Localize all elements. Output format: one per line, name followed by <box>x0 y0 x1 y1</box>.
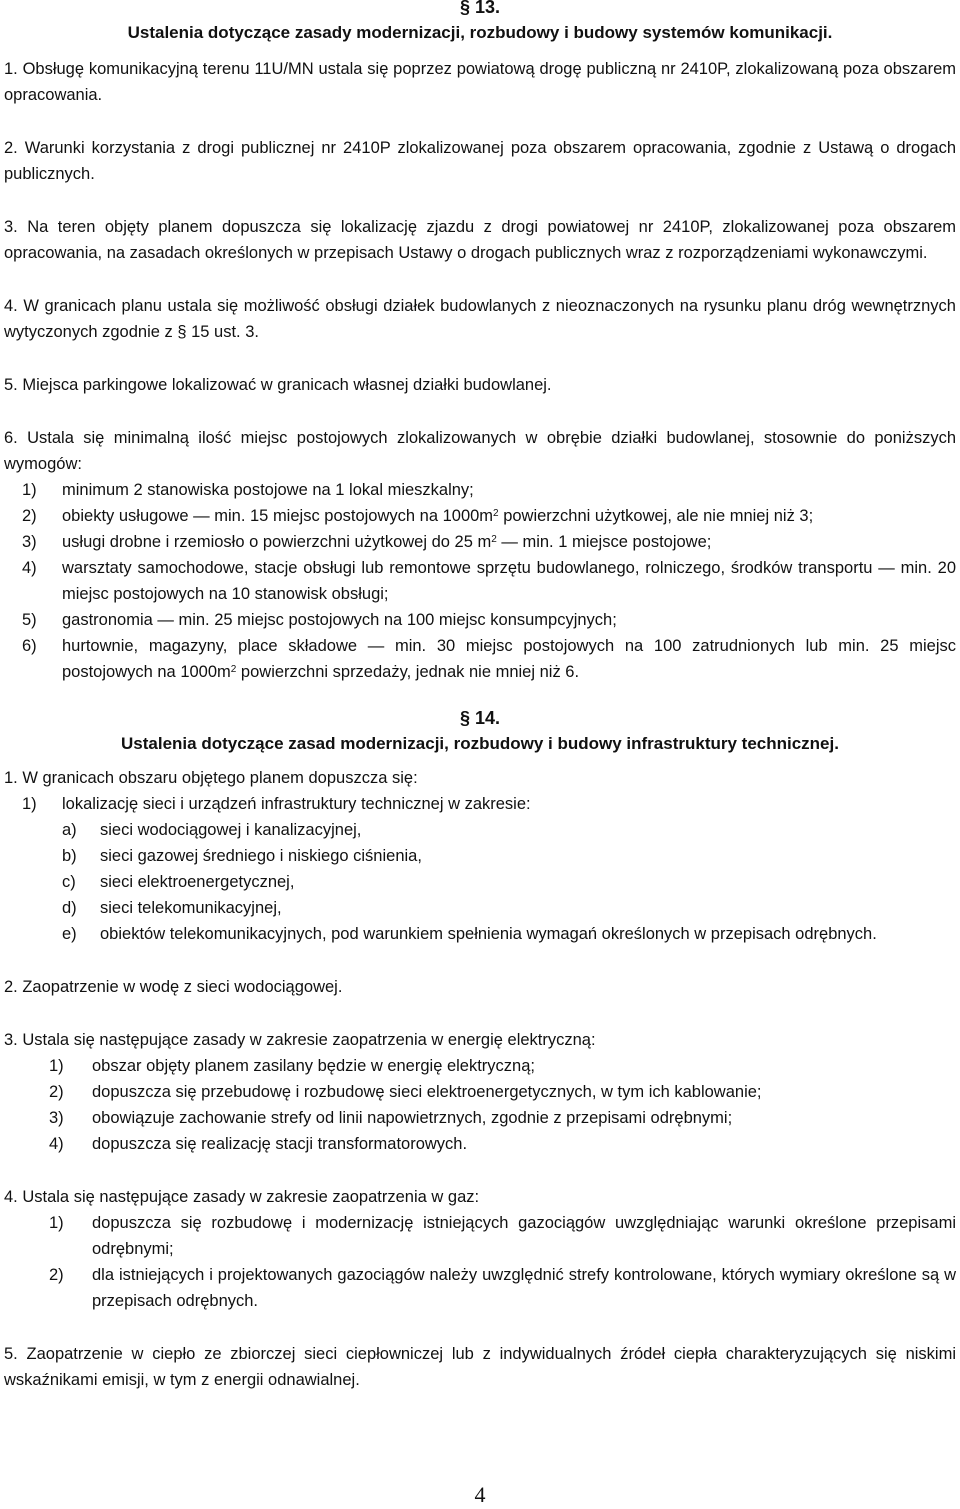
list-text-part: hurtownie, magazyny, place składowe — min. 30 miejsc postojowych na 100 zatrudnionych lub min. 25 miejsc postojowych na 1000m <box>62 637 956 681</box>
list-marker: b) <box>62 847 77 865</box>
list-marker: 1) <box>22 481 37 499</box>
s14-paragraph-2: 2. Zaopatrzenie w wodę z sieci wodociągowej. <box>4 978 343 996</box>
list-item <box>4 895 956 921</box>
list-text <box>62 503 956 529</box>
gas-rules-list <box>4 1210 956 1314</box>
s14-paragraph-4: 4. Ustala się następujące zasady w zakresie zaopatrzenia w gaz: <box>4 1188 480 1206</box>
list-text-part: usługi drobne i rzemiosło o powierzchni użytkowej do 25 m <box>62 533 492 551</box>
s13-paragraph-3: 3. Na teren objęty planem dopuszcza się lokalizację zjazdu z drogi powiatowej nr 2410P, zlokalizowanej poza obszarem opracowania, na zasadach określonych w przepisach Ustawy o drogach publicznych wraz z rozporządzeniami wykonawczymi. <box>4 218 956 262</box>
list-marker: 2) <box>22 507 37 525</box>
list-text: dopuszcza się przebudowę i rozbudowę sieci elektroenergetycznych, w tym ich kablowanie; <box>92 1083 762 1101</box>
page-number: 4 <box>474 1482 486 1507</box>
list-item <box>4 1131 956 1157</box>
s14-paragraph-5: 5. Zaopatrzenie w ciepło ze zbiorczej sieci ciepłowniczej lub z indywidualnych źródeł ciepła charakteryzujących się niskimi wskaźnikami emisji, w tym z energii odnawialnej. <box>4 1345 956 1389</box>
list-text: dopuszcza się realizację stacji transformatorowych. <box>92 1135 468 1153</box>
list-marker: 2) <box>49 1266 64 1284</box>
list-item <box>4 503 956 529</box>
list-marker: c) <box>62 873 76 891</box>
list-text: dla istniejących i projektowanych gazociągów należy uwzględnić strefy kontrolowane, których wymiary określone są w przepisach odrębnych. <box>92 1266 956 1310</box>
list-text: minimum 2 stanowiska postojowe na 1 lokal mieszkalny; <box>62 481 474 499</box>
list-text: gastronomia — min. 25 miejsc postojowych na 100 miejsc konsumpcyjnych; <box>62 611 617 629</box>
s13-paragraph-5: 5. Miejsca parkingowe lokalizować w granicach własnej działki budowlanej. <box>4 376 552 394</box>
list-marker: 6) <box>22 637 37 655</box>
list-item <box>4 1210 956 1262</box>
list-marker: 1) <box>49 1214 64 1232</box>
list-marker: 4) <box>49 1135 64 1153</box>
list-text-part: — min. 1 miejsce postojowe; <box>496 533 712 551</box>
electricity-rules-list <box>4 1053 956 1157</box>
list-item <box>4 1262 956 1314</box>
list-text: obowiązuje zachowanie strefy od linii napowietrznych, zgodnie z przepisami odrębnymi; <box>92 1109 733 1127</box>
list-text-part: powierzchni użytkowej, ale nie mniej niż 3; <box>498 507 814 525</box>
list-text-part: obiekty usługowe — min. 15 miejsc postojowych na 1000m <box>62 507 494 525</box>
list-text: sieci gazowej średniego i niskiego ciśnienia, <box>100 847 422 865</box>
list-text: sieci telekomunikacyjnej, <box>100 899 282 917</box>
list-text: lokalizację sieci i urządzeń infrastruktury technicznej w zakresie: <box>62 795 531 813</box>
list-text: warsztaty samochodowe, stacje obsługi lub remontowe sprzętu budowlanego, rolniczego, środków transportu — min. 20 miejsc postojowych na 10 stanowisk obsługi; <box>62 559 956 603</box>
list-item <box>4 555 956 607</box>
list-marker: e) <box>62 925 77 943</box>
s13-paragraph-2: 2. Warunki korzystania z drogi publicznej nr 2410P zlokalizowanej poza obszarem opracowania, zgodnie z Ustawą o drogach publicznych. <box>4 139 956 183</box>
section-14-title: Ustalenia dotyczące zasad modernizacji, rozbudowy i budowy infrastruktury technicznej. <box>121 734 839 753</box>
section-13-number: § 13. <box>459 0 501 17</box>
list-item <box>4 791 956 817</box>
list-item <box>4 529 956 555</box>
list-text: dopuszcza się rozbudowę i modernizację istniejących gazociągów uwzględniając warunki określone przepisami odrębnymi; <box>92 1214 956 1258</box>
list-item <box>4 921 956 947</box>
infrastructure-scope-list <box>4 817 956 947</box>
parking-requirements-list <box>4 477 956 685</box>
list-text <box>62 633 956 685</box>
document-page <box>4 0 956 1393</box>
s14-paragraph-1: 1. W granicach obszaru objętego planem dopuszcza się: <box>4 769 418 787</box>
list-marker: 5) <box>22 611 37 629</box>
section-14-number: § 14. <box>459 708 501 728</box>
list-marker: d) <box>62 899 77 917</box>
list-item <box>4 1105 956 1131</box>
s14-paragraph-3: 3. Ustala się następujące zasady w zakresie zaopatrzenia w energię elektryczną: <box>4 1031 596 1049</box>
list-marker: 3) <box>22 533 37 551</box>
list-item <box>4 843 956 869</box>
list-item <box>4 869 956 895</box>
list-marker: 3) <box>49 1109 64 1127</box>
superscript: 2 <box>230 664 237 675</box>
list-text: obiektów telekomunikacyjnych, pod warunkiem spełnienia wymagań określonych w przepisach odrębnych. <box>100 925 877 943</box>
list-item <box>4 607 956 633</box>
list-text: obszar objęty planem zasilany będzie w energię elektryczną; <box>92 1057 535 1075</box>
section-13-title: Ustalenia dotyczące zasady modernizacji, rozbudowy i budowy systemów komunikacji. <box>127 23 833 42</box>
list-text: sieci wodociągowej i kanalizacyjnej, <box>100 821 362 839</box>
section-14-heading <box>4 705 956 757</box>
list-item <box>4 1053 956 1079</box>
superscript: 2 <box>493 508 499 519</box>
s13-paragraph-1: 1. Obsługę komunikacyjną terenu 11U/MN ustala się poprzez powiatową drogę publiczną nr 2410P, zlokalizowaną poza obszarem opracowania. <box>4 60 956 104</box>
list-item <box>4 633 956 685</box>
list-text-part: powierzchni sprzedaży, jednak nie mniej niż 6. <box>236 663 580 681</box>
s13-paragraph-6: 6. Ustala się minimalną ilość miejsc postojowych zlokalizowanych w obrębie działki budowlanej, stosownie do poniższych wymogów: <box>4 429 956 473</box>
list-marker: 4) <box>22 559 37 577</box>
list-text <box>62 529 956 555</box>
list-marker: 1) <box>22 795 37 813</box>
list-marker: a) <box>62 821 77 839</box>
list-text: sieci elektroenergetycznej, <box>100 873 295 891</box>
list-marker: 2) <box>49 1083 64 1101</box>
list-item <box>4 1079 956 1105</box>
list-marker: 1) <box>49 1057 64 1075</box>
list-item <box>4 477 956 503</box>
s13-paragraph-4: 4. W granicach planu ustala się możliwość obsługi działek budowlanych z nieoznaczonych na rysunku planu dróg wewnętrznych wytyczonych zgodnie z § 15 ust. 3. <box>4 297 956 341</box>
section-13-heading <box>4 0 956 46</box>
list-item <box>4 817 956 843</box>
superscript: 2 <box>491 534 497 545</box>
